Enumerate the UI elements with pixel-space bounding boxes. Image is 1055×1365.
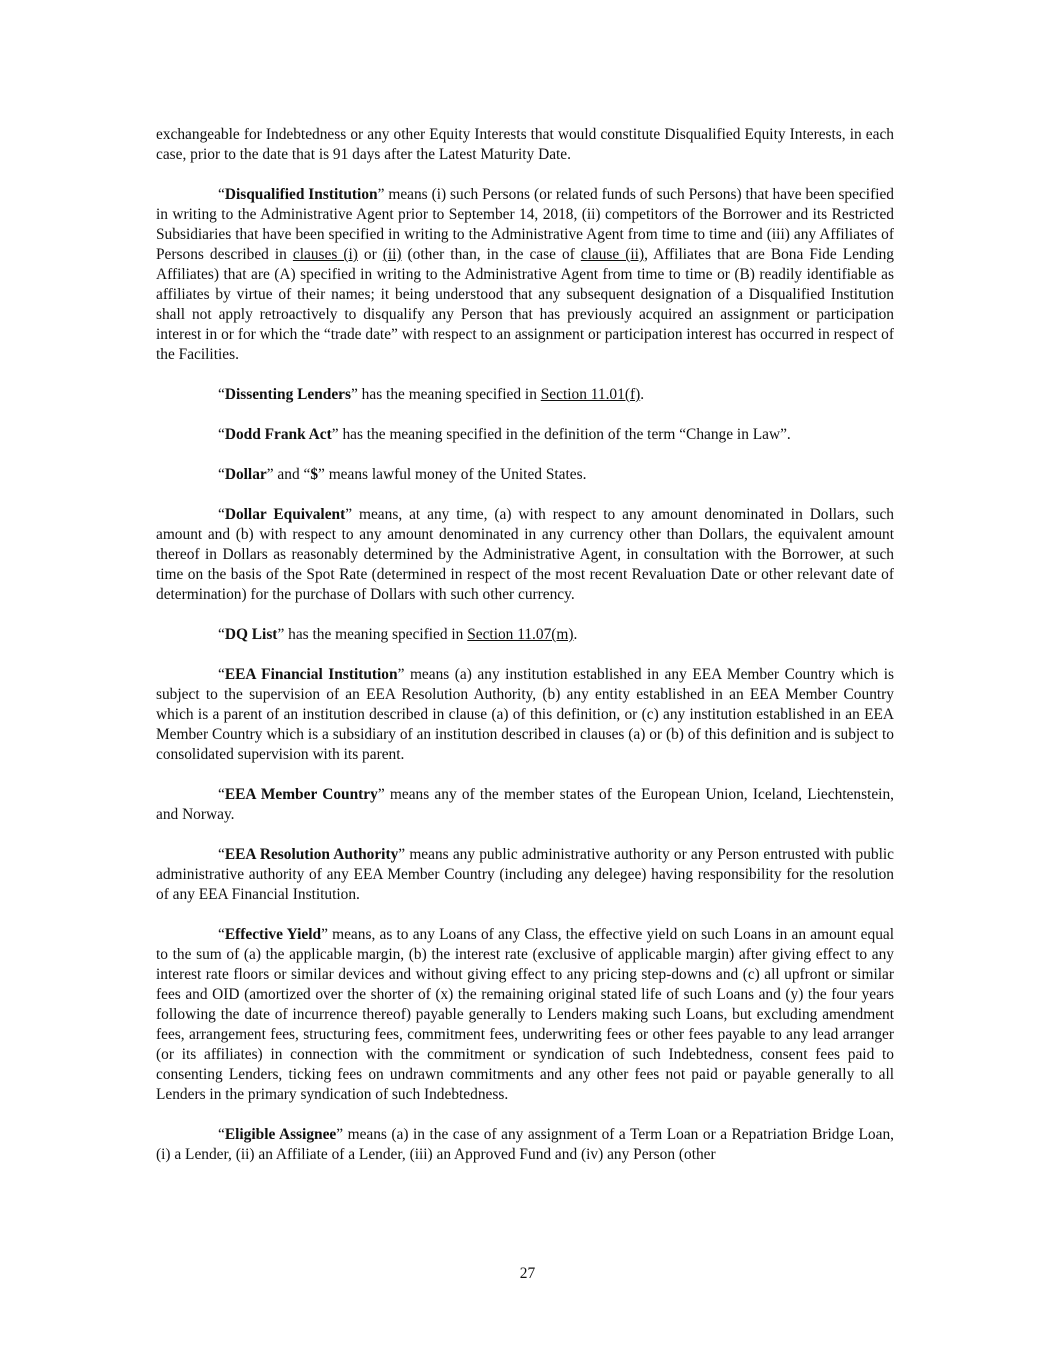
defined-term: DQ List (224, 626, 278, 643)
defined-term: EEA Financial Institution (224, 666, 398, 683)
definition-dodd-frank-act: “Dodd Frank Act” has the meaning specified in the definition of the term “Change in Law”. (218, 426, 791, 443)
defined-term: Dissenting Lenders (224, 386, 351, 403)
definition-dollar-equivalent: “Dollar Equivalent” means, at any time, (a) with respect to any amount denominated in Dollars, such amount and (b) with respect to any amount denominated in any currency other than Dollars, the equivalent amount thereof in Dollars as reasonably determined by the Administrative Agent, in consultation with the Borrower, at such time on the basis of the Spot Rate (determined in respect of the most recent Revaluation Date or other relevant date of determination) for the purchase of Dollars with such other currency. (156, 506, 894, 603)
defined-term: Dollar Equivalent (224, 506, 346, 523)
defined-term: EEA Resolution Authority (224, 846, 399, 863)
definition-dollar: “Dollar” and “$” means lawful money of the United States. (218, 466, 587, 483)
definition-dq-list: “DQ List” has the meaning specified in Section 11.07(m). (218, 626, 578, 643)
defined-term: EEA Member Country (224, 786, 378, 803)
definition-dissenting-lenders: “Dissenting Lenders” has the meaning specified in Section 11.01(f). (218, 386, 645, 403)
cross-reference-link[interactable]: Section 11.07(m) (467, 626, 574, 643)
cross-reference-link[interactable]: (ii) (382, 246, 402, 263)
definition-disqualified-institution: “Disqualified Institution” means (i) such Persons (or related funds of such Persons) that have been specified in writing to the Administrative Agent prior to September 14, 2018, (ii) competitors of the Borrower and its Restricted Subsidiaries that have been specified in writing to the Administrative Agent from time to time and (iii) any Affiliates of Persons described in clauses (i) or (ii) (other than, in the case of clause (ii), Affiliates that are Bona Fide Lending Affiliates) that are (A) specified in writing to the Administrative Agent from time to time or (B) readily identifiable as affiliates by virtue of their names; it being understood that any subsequent designation of a Disqualified Institution shall not apply retroactively to disqualify any Person that has previously acquired an assignment or participation interest in or for which the “trade date” with respect to an assignment or participation interest has occurred in respect of the Facilities. (156, 186, 894, 363)
cross-reference-link[interactable]: clause (ii) (580, 246, 645, 263)
document-body (156, 125, 894, 1185)
definition-eea-financial-institution: “EEA Financial Institution” means (a) any institution established in any EEA Member Country which is subject to the supervision of an EEA Resolution Authority, (b) any entity established in an EEA Member Country which is a parent of an institution described in clause (a) of this definition, or (c) any institution established in an EEA Member Country which is a subsidiary of an institution described in clauses (a) or (b) of this definition and is subject to consolidated supervision with its parent. (156, 666, 894, 763)
defined-term: Eligible Assignee (224, 1126, 337, 1143)
definition-effective-yield: “Effective Yield” means, as to any Loans of any Class, the effective yield on such Loans in an amount equal to the sum of (a) the applicable margin, (b) the interest rate (exclusive of applicable margin) after giving effect to any interest rate floors or similar devices and without giving effect to any pricing step-downs and (c) all upfront or similar fees and OID (amortized over the shorter of (x) the remaining original stated life of such Loans and (y) the four years following the date of incurrence thereof) payable generally to Lenders making such Loans, but excluding amendment fees, arrangement fees, structuring fees, commitment fees, underwriting fees or other fees payable to any lead arranger (or its affiliates) in connection with the commitment or syndication of such Indebtedness, consent fees paid to consenting Lenders, ticking fees on undrawn commitments and any other fees not paid or payable generally to all Lenders in the primary syndication of such Indebtedness. (156, 926, 894, 1103)
defined-term: Disqualified Institution (224, 186, 378, 203)
page-number: 27 (519, 1265, 536, 1282)
defined-term: $ (310, 466, 319, 483)
definition-eligible-assignee: “Eligible Assignee” means (a) in the case of any assignment of a Term Loan or a Repatriation Bridge Loan, (i) a Lender, (ii) an Affiliate of a Lender, (iii) an Approved Fund and (iv) any Person (other (156, 1126, 894, 1163)
definition-eea-resolution-authority: “EEA Resolution Authority” means any public administrative authority or any Person entrusted with public administrative authority of any EEA Member Country (including any delegee) having responsibility for the resolution of any EEA Financial Institution. (156, 846, 894, 903)
paragraph-continuation: exchangeable for Indebtedness or any other Equity Interests that would constitute Disqualified Equity Interests, in each case, prior to the date that is 91 days after the Latest Maturity Date. (156, 126, 894, 163)
defined-term: Dollar (224, 466, 267, 483)
cross-reference-link[interactable]: Section 11.01(f) (540, 386, 641, 403)
defined-term: Dodd Frank Act (224, 426, 332, 443)
cross-reference-link[interactable]: clauses (i) (292, 246, 358, 263)
definition-eea-member-country: “EEA Member Country” means any of the member states of the European Union, Iceland, Liechtenstein, and Norway. (156, 786, 894, 823)
defined-term: Effective Yield (224, 926, 322, 943)
